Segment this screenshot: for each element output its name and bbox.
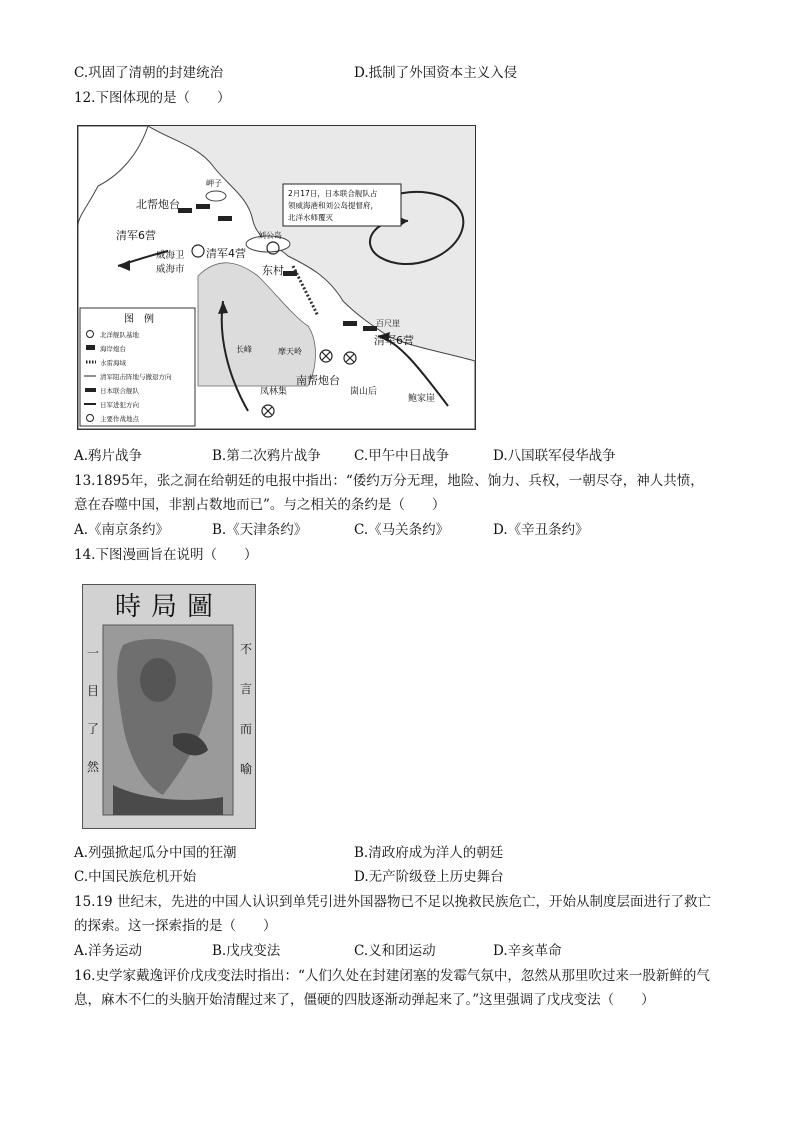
legend-title: 图 例 [124,314,154,325]
q14-option-c: C.中国民族危机开始 [74,869,197,885]
fort-icon [86,345,95,350]
weihaiwei-battle-map [78,126,475,429]
legend-item-7: 主要作战地点 [100,415,139,423]
q16-stem-line1: 16.史学家戴逸评价戊戌变法时指出：“人们久处在封建闭塞的发霉气氛中，忽然从那里吹过来一股新鲜的气 [74,968,710,984]
label-qingjun6-right: 清军6营 [374,334,414,347]
shiju-tu-cartoon [83,585,255,828]
q13-stem-line2: 意在吞噬中国，非割占数地而已”。与之相关的条约是（ ） [74,497,446,513]
q15-stem-line1: 15.19 世纪末，先进的中国人认识到单凭引进外国器物已不足以挽救民族危亡，开始从制度层面进行了救亡 [74,894,711,910]
label-beibang: 北帮炮台 [136,198,180,211]
q11-option-d: D.抵制了外国资本主义入侵 [354,65,518,81]
label-baichiya: 百尺崖 [376,319,400,328]
q11-option-c: C.巩固了清朝的封建统治 [74,65,224,81]
q15-option-b: B.戊戌变法 [212,943,281,959]
legend-item-2: 海岸炮台 [100,345,126,353]
cartoon-left-char-1: 一 [87,646,100,660]
q14-option-d: D.无产阶级登上历史舞台 [354,869,504,885]
map-annotation-line-2: 领威海港和刘公岛提督府， [288,201,378,210]
legend-item-3: 水雷海域 [100,359,126,367]
label-fenglinji: 凤林集 [260,387,288,397]
label-liugongdao: 刘公岛 [258,231,282,240]
q14-cartoon-figure [82,584,256,829]
label-yaoshanhou: 崮山后 [350,387,378,397]
q15-option-d: D.辛亥革命 [493,943,562,959]
q13-option-d: D.《辛丑条约》 [493,522,589,538]
q15-option-a: A.洋务运动 [74,943,143,959]
q15-stem-line2: 的探索。这一探索指的是（ ） [74,918,277,934]
label-qingjun6-left: 清军6营 [116,229,156,242]
cartoon-right-char-1: 不 [240,642,253,656]
label-nanbang: 南帮炮台 [296,374,340,387]
q14-option-b: B.清政府成为洋人的朝廷 [354,845,504,861]
cartoon-right-char-3: 而 [240,722,253,736]
cartoon-title: 時局圖 [114,592,224,622]
q12-option-d: D.八国联军侵华战争 [493,448,616,464]
q14-stem: 14.下图漫画旨在说明（ ） [74,547,258,563]
legend-item-6: 日军进犯方向 [100,401,139,409]
label-motianling: 摩天岭 [278,347,302,356]
map-annotation-line-3: 北洋水师覆灭 [288,213,333,222]
label-weihaiwei: 威海卫 [156,250,185,261]
label-baojiazhai: 鲍家崖 [408,394,436,404]
legend-item-5: 日本联合舰队 [100,387,139,395]
legend-item-1: 北洋舰队基地 [100,331,139,339]
q16-stem-line2: 息，麻木不仁的头脑开始清醒过来了，僵硬的四肢逐渐动弹起来了。”这里强调了戊戌变法（ ） [74,992,655,1008]
label-changfeng: 长峰 [236,345,252,354]
q12-option-b: B.第二次鸦片战争 [212,448,321,464]
q13-option-a: A.《南京条约》 [74,522,170,538]
q13-stem-line1: 13.1895年，张之洞在给朝廷的电报中指出：“倭约万分无理，地险、饷力、兵权，一朝尽夺，神人共愤， [74,473,704,489]
label-xiazi: 岬子 [206,179,222,188]
cartoon-left-char-3: 了 [87,722,100,736]
q12-stem: 12.下图体现的是（ ） [74,90,231,106]
cartoon-right-char-4: 喻 [240,762,253,776]
q13-option-b: B.《天津条约》 [212,522,308,538]
cartoon-left-char-4: 然 [87,760,100,774]
legend-item-4: 清军阻击阵地与撤退方向 [100,373,172,381]
cartoon-left-char-2: 目 [87,684,100,698]
q12-map-figure [77,125,476,430]
map-annotation-line-1: 2月17日，日本联合舰队占 [288,189,378,198]
q13-option-c: C.《马关条约》 [354,522,450,538]
q12-option-c: C.甲午中日战争 [354,448,450,464]
q12-option-a: A.鸦片战争 [74,448,143,464]
label-weihaishi: 威海市 [156,264,185,275]
cartoon-right-char-2: 言 [240,682,253,696]
label-qingjun4: 清军4营 [206,247,246,260]
q15-option-c: C.义和团运动 [354,943,436,959]
ship-icon [85,388,96,392]
label-dongcun: 东村 [262,264,284,277]
q14-option-a: A.列强掀起瓜分中国的狂潮 [74,845,237,861]
